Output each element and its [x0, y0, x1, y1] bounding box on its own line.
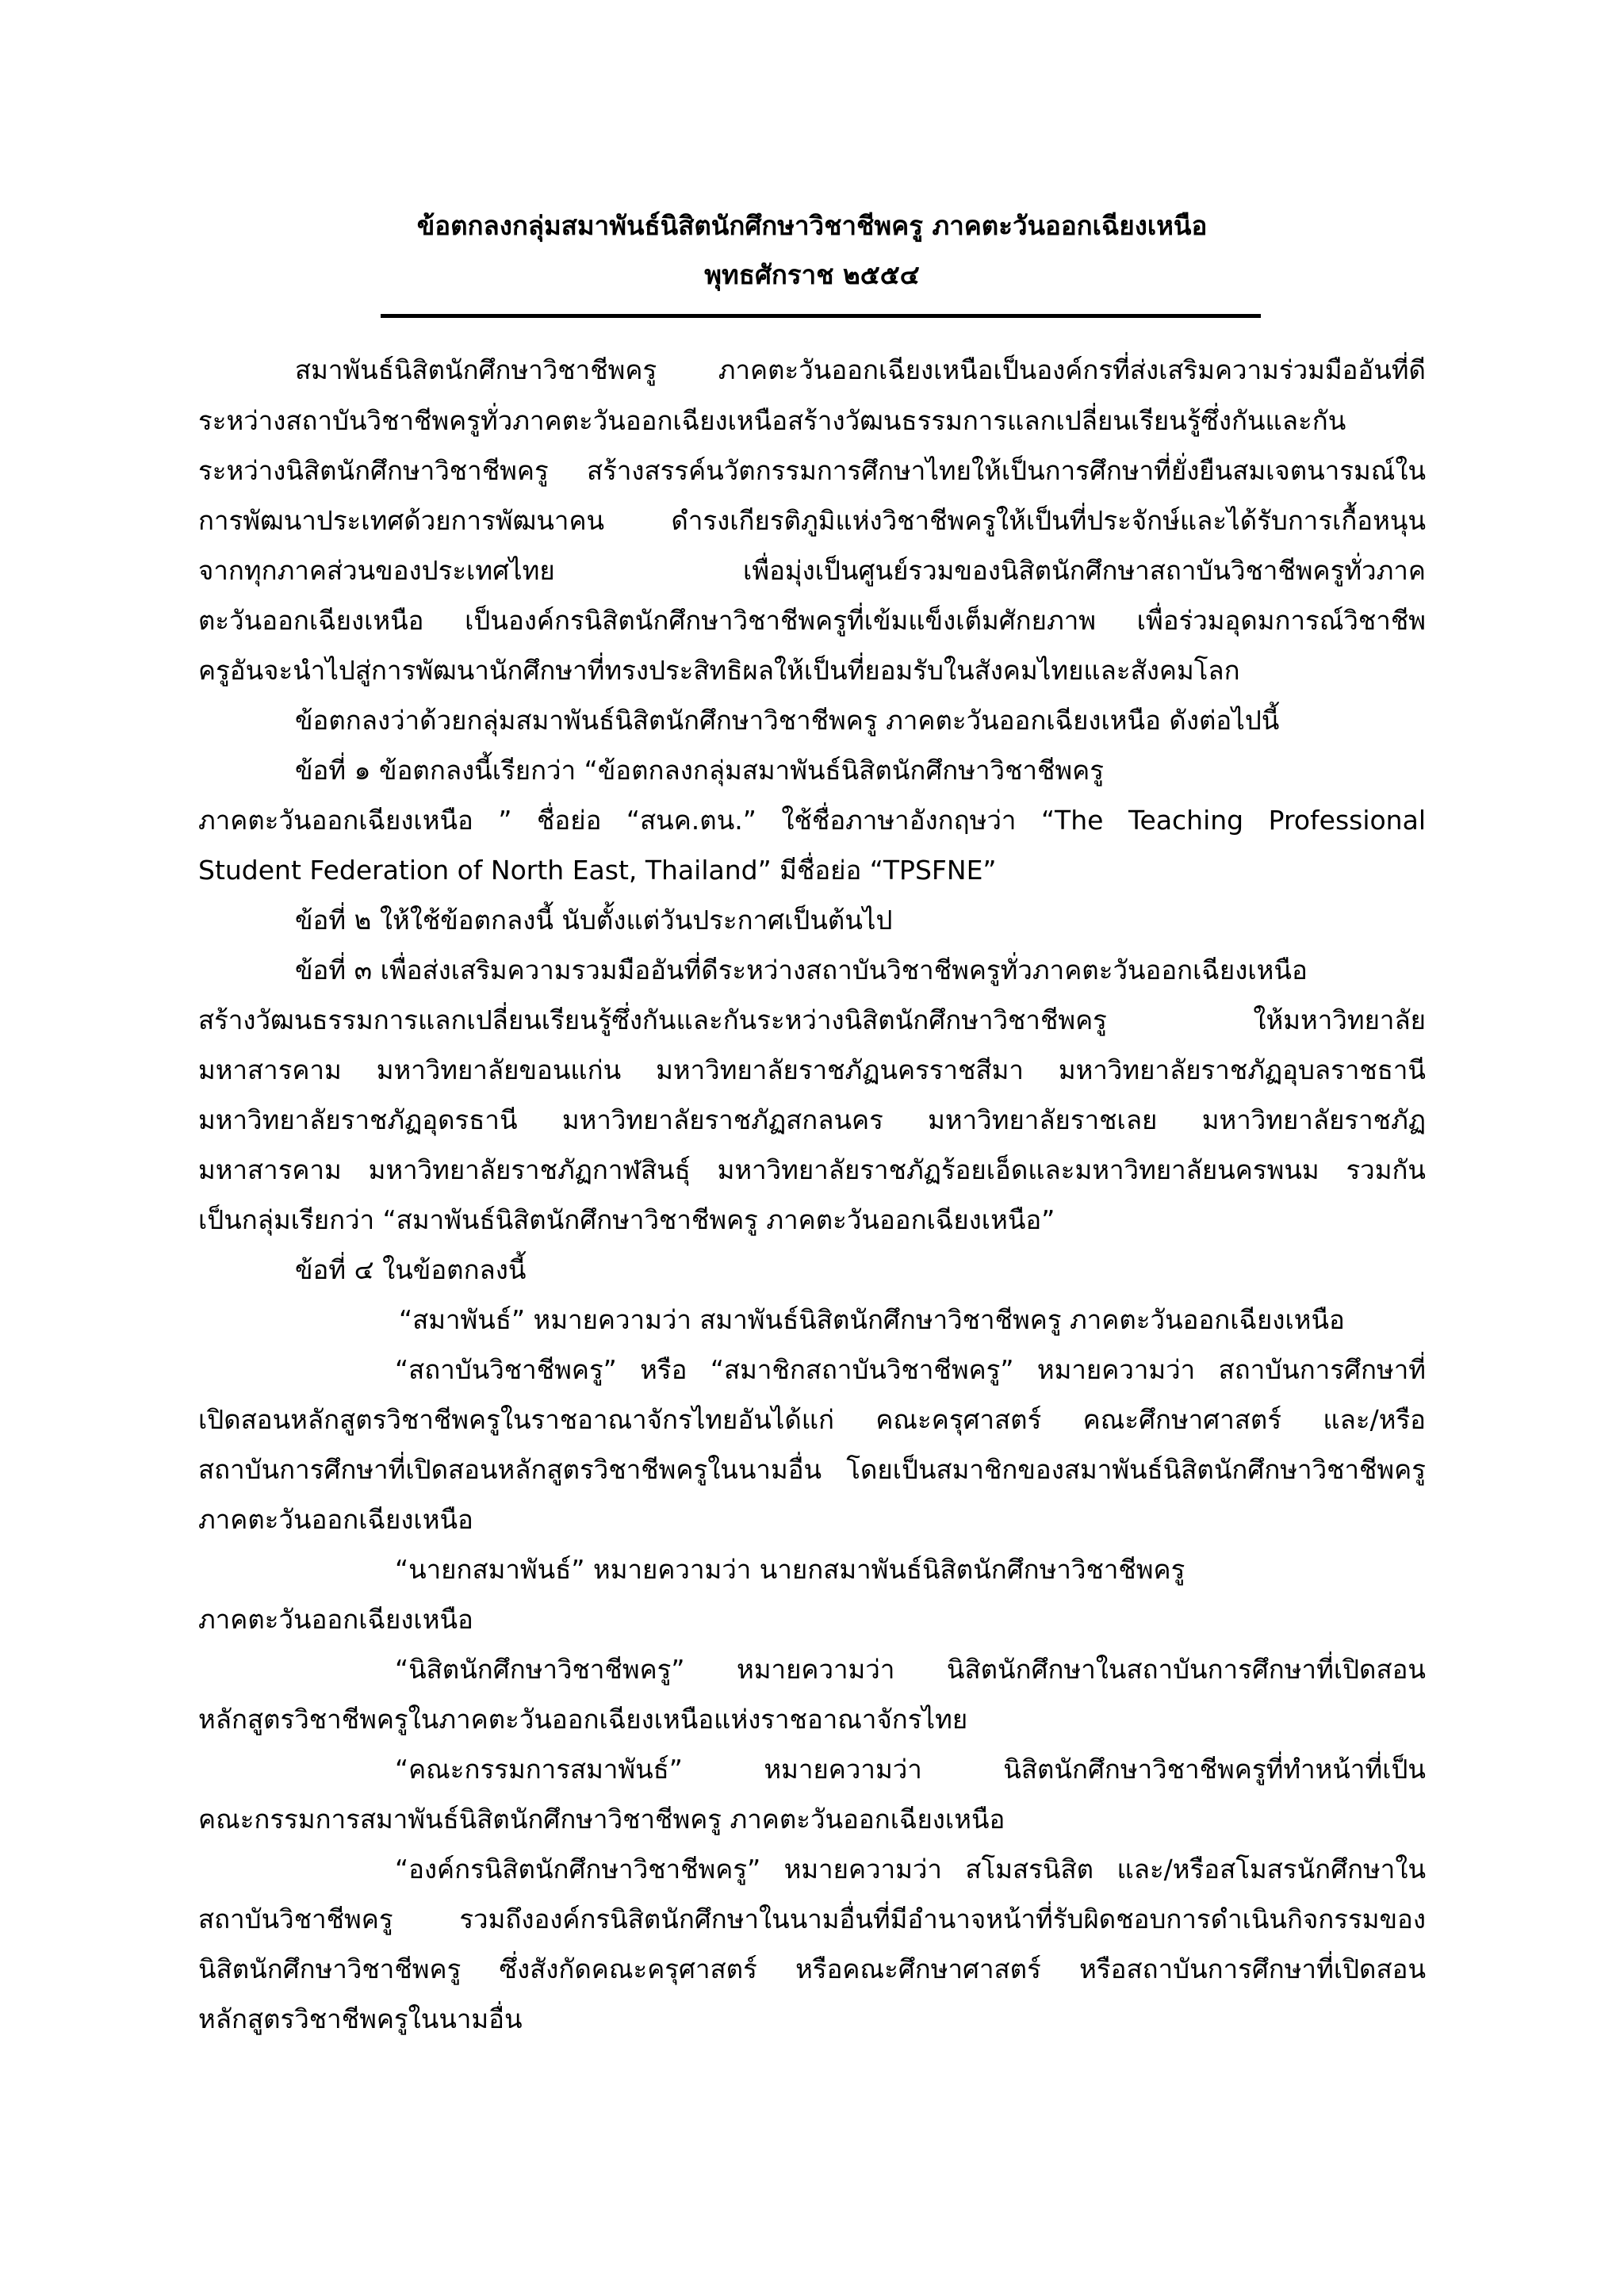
title-divider — [381, 314, 1261, 318]
definition-line: หลักสูตรวิชาชีพครูในภาคตะวันออกเฉียงเหนือแห่งราชอาณาจักรไทย — [198, 1704, 968, 1735]
definition-line: หลักสูตรวิชาชีพครูในนามอื่น — [198, 2003, 523, 2034]
paragraph-line: การพัฒนาประเทศด้วยการพัฒนาคน ดำรงเกียรติภูมิแห่งวิชาชีพครูให้เป็นที่ประจักษ์และได้รับการเกื้อหนุน — [198, 505, 1426, 536]
document-title: ข้อตกลงกลุ่มสมาพันธ์นิสิตนักศึกษาวิชาชีพครู ภาคตะวันออกเฉียงเหนือ — [416, 210, 1208, 241]
paragraph-line: ครูอันจะนำไปสู่การพัฒนานักศึกษาที่ทรงประสิทธิผลให้เป็นที่ยอมรับในสังคมไทยและสังคมโลก — [198, 655, 1240, 686]
definition-line: คณะกรรมการสมาพันธ์นิสิตนักศึกษาวิชาชีพครู ภาคตะวันออกเฉียงเหนือ — [198, 1804, 1005, 1835]
clause-1-heading: ข้อที่ ๑ ข้อตกลงนี้เรียกว่า “ข้อตกลงกลุ่มสมาพันธ์นิสิตนักศึกษาวิชาชีพครู — [295, 755, 1104, 786]
paragraph-line: มหาสารคาม มหาวิทยาลัยขอนแก่น มหาวิทยาลัยราชภัฏนครราชสีมา มหาวิทยาลัยราชภัฏอุบลราชธานี — [198, 1054, 1426, 1085]
paragraph-line: Student Federation of North East, Thailand” มีชื่อย่อ “TPSFNE” — [198, 855, 997, 886]
definition-line: สถาบันวิชาชีพครู รวมถึงองค์กรนิสิตนักศึกษาในนามอื่นที่มีอำนาจหน้าที่รับผิดชอบการดำเนินกิจกรรมของ — [198, 1904, 1426, 1934]
paragraph-line: ภาคตะวันออกเฉียงเหนือ ” ชื่อย่อ “สนค.ตน.” ใช้ชื่อภาษาอังกฤษว่า “The Teaching Professional — [198, 805, 1426, 836]
paragraph-line: จากทุกภาคส่วนของประเทศไทย เพื่อมุ่งเป็นศูนย์รวมของนิสิตนักศึกษาสถาบันวิชาชีพครูทั่วภาค — [198, 555, 1426, 586]
definition-line: “สมาพันธ์” หมายความว่า สมาพันธ์นิสิตนักศึกษาวิชาชีพครู ภาคตะวันออกเฉียงเหนือ — [399, 1304, 1345, 1335]
paragraph-line: ระหว่างสถาบันวิชาชีพครูทั่วภาคตะวันออกเฉียงเหนือสร้างวัฒนธรรมการแลกเปลี่ยนเรียนรู้ซึ่งกันและกัน — [198, 405, 1346, 436]
paragraph-line: มหาวิทยาลัยราชภัฏอุดรธานี มหาวิทยาลัยราชภัฏสกลนคร มหาวิทยาลัยราชเลย มหาวิทยาลัยราชภัฏ — [198, 1104, 1426, 1135]
definition-line: “นายกสมาพันธ์” หมายความว่า นายกสมาพันธ์นิสิตนักศึกษาวิชาชีพครู — [395, 1554, 1185, 1585]
definition-line: “คณะกรรมการสมาพันธ์” หมายความว่า นิสิตนักศึกษาวิชาชีพครูที่ทำหน้าที่เป็น — [395, 1754, 1426, 1785]
definition-line: เปิดสอนหลักสูตรวิชาชีพครูในราชอาณาจักรไทยอันได้แก่ คณะครุศาสตร์ คณะศึกษาศาสตร์ และ/หรือ — [198, 1404, 1426, 1435]
clause-4-heading: ข้อที่ ๔ ในข้อตกลงนี้ — [295, 1254, 527, 1285]
paragraph-line: ระหว่างนิสิตนักศึกษาวิชาชีพครู สร้างสรรค์นวัตกรรมการศึกษาไทยให้เป็นการศึกษาที่ยั่งยืนสมเจตนารมณ์ใน — [198, 455, 1426, 486]
paragraph-line: ข้อตกลงว่าด้วยกลุ่มสมาพันธ์นิสิตนักศึกษาวิชาชีพครู ภาคตะวันออกเฉียงเหนือ ดังต่อไปนี้ — [295, 705, 1280, 736]
definition-line: ภาคตะวันออกเฉียงเหนือ — [198, 1604, 473, 1635]
document-subtitle-year: พุทธศักราช ๒๕๕๔ — [704, 259, 920, 290]
paragraph-line: มหาสารคาม มหาวิทยาลัยราชภัฏกาฬสินธุ์ มหาวิทยาลัยราชภัฏร้อยเอ็ดและมหาวิทยาลัยนครพนม รวมกัน — [198, 1154, 1426, 1185]
definition-line: ภาคตะวันออกเฉียงเหนือ — [198, 1504, 473, 1535]
definition-line: “สถาบันวิชาชีพครู” หรือ “สมาชิกสถาบันวิชาชีพครู” หมายความว่า สถาบันการศึกษาที่ — [395, 1354, 1426, 1385]
definition-line: “องค์กรนิสิตนักศึกษาวิชาชีพครู” หมายความว่า สโมสรนิสิต และ/หรือสโมสรนักศึกษาใน — [395, 1854, 1426, 1885]
definition-line: สถาบันการศึกษาที่เปิดสอนหลักสูตรวิชาชีพครูในนามอื่น โดยเป็นสมาชิกของสมาพันธ์นิสิตนักศึกษาวิชาชีพครู — [198, 1454, 1426, 1485]
definition-line: “นิสิตนักศึกษาวิชาชีพครู” หมายความว่า นิสิตนักศึกษาในสถาบันการศึกษาที่เปิดสอน — [395, 1654, 1426, 1685]
clause-2-heading: ข้อที่ ๒ ให้ใช้ข้อตกลงนี้ นับตั้งแต่วันประกาศเป็นต้นไป — [295, 905, 893, 936]
definition-line: นิสิตนักศึกษาวิชาชีพครู ซึ่งสังกัดคณะครุศาสตร์ หรือคณะศึกษาศาสตร์ หรือสถาบันการศึกษาที่เปิดสอน — [198, 1954, 1426, 1984]
clause-3-heading: ข้อที่ ๓ เพื่อส่งเสริมความรวมมืออันที่ดีระหว่างสถาบันวิชาชีพครูทั่วภาคตะวันออกเฉียงเหนือ — [295, 955, 1308, 985]
paragraph-line: สมาพันธ์นิสิตนักศึกษาวิชาชีพครู ภาคตะวันออกเฉียงเหนือเป็นองค์กรที่ส่งเสริมความร่วมมืออันที่ดี — [295, 354, 1426, 385]
paragraph-line: สร้างวัฒนธรรมการแลกเปลี่ยนเรียนรู้ซึ่งกันและกันระหว่างนิสิตนักศึกษาวิชาชีพครู ให้มหาวิทยาลัย — [198, 1004, 1426, 1035]
paragraph-line: เป็นกลุ่มเรียกว่า “สมาพันธ์นิสิตนักศึกษาวิชาชีพครู ภาคตะวันออกเฉียงเหนือ” — [198, 1204, 1055, 1235]
paragraph-line: ตะวันออกเฉียงเหนือ เป็นองค์กรนิสิตนักศึกษาวิชาชีพครูที่เข้มแข็งเต็มศักยภาพ เพื่อร่วมอุดมการณ์วิชาชีพ — [198, 605, 1426, 636]
